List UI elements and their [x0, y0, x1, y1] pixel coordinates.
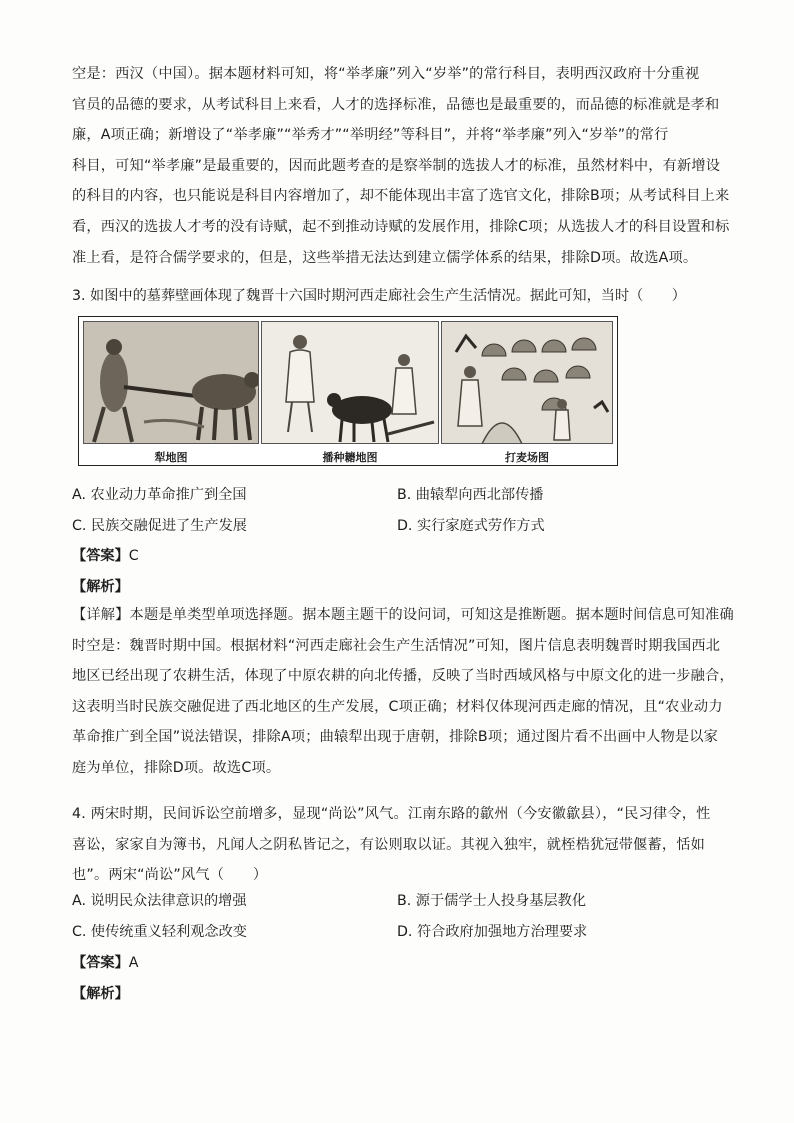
- tomb-mural-figure: [78, 316, 618, 466]
- plowing-mural-image: [83, 321, 259, 444]
- q4-option-c: C. 使传统重义轻利观念改变: [72, 924, 247, 940]
- answer-label: 【答案】: [72, 548, 129, 564]
- text-line: 也”。两宋“尚讼”风气（ ）: [72, 867, 268, 884]
- text-line: 地区已经出现了农耕生活，体现了中原农耕的向北传播，反映了当时西域风格与中原文化的进一步融合，: [72, 668, 734, 685]
- q4-answer: [72, 952, 138, 972]
- q3-option-b: B. 曲辕犁向西北部传播: [397, 487, 544, 503]
- sowing-harrowing-mural-image: [261, 321, 439, 444]
- q4-analysis-label: [72, 983, 129, 1003]
- caption-plowing: 犁地图: [154, 451, 188, 464]
- answer-value: C: [128, 548, 139, 564]
- question-3-stem: 3. 如图中的墓葬壁画体现了魏晋十六国时期河西走廊社会生产生活情况。据此可知，当时（ ）: [72, 288, 686, 304]
- text-line: 革命推广到全国”说法错误，排除A项；曲辕犁出现于唐朝，排除B项；通过图片看不出画中人物是以家: [72, 729, 719, 746]
- text-line: 看，西汉的选拔人才考的没有诗赋，起不到推动诗赋的发展作用，排除C项；从选拔人才的科目设置和标: [72, 218, 730, 235]
- text-line: 的科目的内容，也只能说是科目内容增加了，却不能体现出丰富了选官文化，排除B项；从考试科目上来: [72, 188, 730, 205]
- q3-detail-paragraph: [72, 600, 734, 784]
- q3-analysis-label: [72, 576, 129, 596]
- answer-value: A: [128, 955, 139, 971]
- q3-answer: [72, 545, 139, 565]
- text-line: 喜讼，家家自为簿书，凡闻人之阴私皆记之，有讼则取以证。其视入独牢，就桎梏犹冠带偃蓄，恬如: [72, 836, 706, 853]
- caption-threshing: 打麦场图: [505, 451, 549, 464]
- question-4-stem: [72, 799, 722, 891]
- text-line: 【详解】本题是单类型单项选择题。据本题主题干的设问词，可知这是推断题。据本题时间信息可知准确: [72, 607, 734, 623]
- text-line: 时空是：魏晋时期中国。根据材料“河西走廊社会生产生活情况”可知，图片信息表明魏晋时期我国西北: [72, 637, 721, 654]
- text-line: 4. 两宋时期，民间诉讼空前增多，显现“尚讼”风气。江南东路的歙州（今安徽歙县），“民习律令，性: [72, 806, 711, 822]
- q3-option-a: A. 农业动力革命推广到全国: [72, 487, 247, 503]
- text-line: 廉，A项正确；新增设了“举孝廉”“举秀才”“举明经”等科目”，并将“举孝廉”列入“岁举”的常行: [72, 127, 669, 144]
- analysis-label: 【解析】: [72, 986, 129, 1002]
- text-line: 准上看，是符合儒学要求的，但是，这些举措无法达到建立儒学体系的结果，排除D项。故选A项。: [72, 249, 698, 266]
- text-line: 庭为单位，排除D项。故选C项。: [72, 759, 281, 776]
- caption-sowing-harrowing: 播种耱地图: [322, 451, 378, 464]
- q4-option-a: A. 说明民众法律意识的增强: [72, 893, 247, 909]
- answer-label: 【答案】: [72, 955, 129, 971]
- q2-analysis-paragraph: [72, 59, 730, 273]
- threshing-ground-mural-image: [441, 321, 613, 444]
- q3-option-d: D. 实行家庭式劳作方式: [397, 518, 545, 534]
- q4-option-b: B. 源于儒学士人投身基层教化: [397, 893, 587, 909]
- text-line: 空是：西汉（中国）。据本题材料可知，将“举孝廉”列入“岁举”的常行科目，表明西汉政府十分重视: [72, 66, 700, 82]
- text-line: 这表明当时民族交融促进了西北地区的生产发展，C项正确；材料仅体现河西走廊的情况，且“农业动力: [72, 698, 723, 715]
- q3-option-c: C. 民族交融促进了生产发展: [72, 518, 247, 534]
- text-line: 官员的品德的要求，从考试科目上来看，人才的选择标准，品德也是最重要的，而品德的标准就是孝和: [72, 96, 720, 113]
- q4-option-d: D. 符合政府加强地方治理要求: [397, 924, 588, 940]
- text-line: 科目，可知“举孝廉”是最重要的，因而此题考查的是察举制的选拔人才的标准，虽然材料中，有新增设: [72, 157, 721, 174]
- analysis-label: 【解析】: [72, 579, 129, 595]
